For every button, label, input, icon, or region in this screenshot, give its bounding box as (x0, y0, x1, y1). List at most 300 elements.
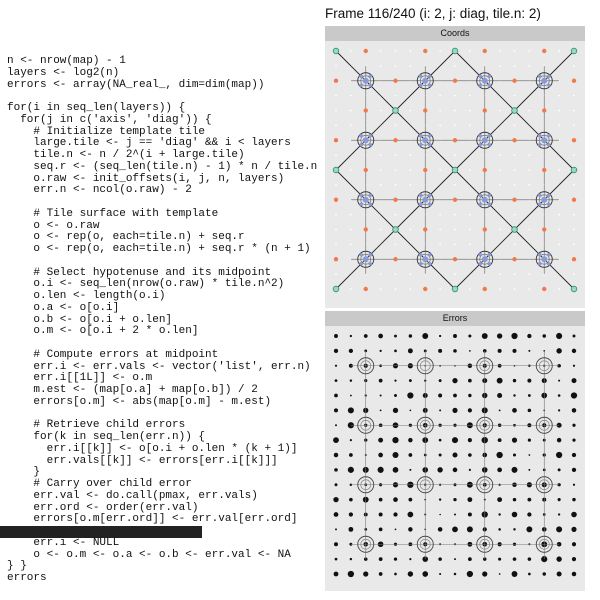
error-dot (572, 453, 576, 457)
grid-point (380, 273, 382, 275)
grid-point (350, 243, 352, 245)
grid-point (514, 288, 516, 290)
error-dot (513, 557, 517, 561)
error-dot (378, 438, 383, 443)
child-marker (359, 253, 363, 257)
error-dot (573, 365, 575, 367)
code-line: err.vals[[k]] <- errors[err.i[[k]]] (7, 454, 278, 467)
grid-point (573, 95, 575, 97)
error-dot (468, 334, 471, 337)
error-dot (573, 335, 576, 338)
tile-point (512, 198, 516, 202)
error-dot (527, 498, 531, 502)
error-dot (556, 348, 561, 353)
error-dot (408, 571, 413, 576)
child-marker (428, 83, 432, 87)
code-line: } (7, 466, 41, 479)
grid-point (454, 184, 456, 186)
corner-point (452, 48, 458, 54)
frame-title: Frame 116/240 (i: 2, j: diag, tile.n: 2) (325, 6, 541, 21)
error-dot (571, 392, 577, 398)
tile-point (483, 287, 487, 291)
error-dot (437, 467, 442, 472)
grid-point (409, 288, 411, 290)
code-line: o.m <- o[o.i + 2 * o.len] (7, 325, 199, 338)
child-marker (538, 83, 542, 87)
tile-point (334, 257, 338, 261)
error-dot (558, 409, 560, 411)
grid-point (528, 154, 530, 156)
grid-point (469, 169, 471, 171)
error-dot (468, 379, 472, 383)
errors-panel-header: Errors (325, 311, 585, 326)
error-dot (393, 467, 399, 473)
corner-point (512, 227, 518, 233)
error-dot (350, 439, 352, 441)
grid-point (499, 65, 501, 67)
error-dot (572, 542, 576, 546)
midpoint-marker (363, 137, 369, 143)
grid-point (454, 243, 456, 245)
grid-point (395, 95, 397, 97)
error-dot (543, 572, 546, 575)
grid-point (469, 288, 471, 290)
grid-point (335, 110, 337, 112)
child-marker (359, 134, 363, 138)
error-dot (558, 468, 561, 471)
tile-point (453, 257, 457, 261)
error-dot (439, 335, 441, 337)
error-dot (572, 424, 575, 427)
code-line (7, 197, 317, 209)
error-dot (348, 407, 354, 413)
grid-point (395, 154, 397, 156)
grid-point (335, 243, 337, 245)
code-listing (7, 56, 317, 585)
midpoint-marker (541, 137, 547, 143)
error-dot (439, 379, 442, 382)
error-dot (439, 439, 442, 442)
grid-point (573, 243, 575, 245)
error-dot (392, 452, 398, 458)
grid-point (439, 124, 441, 126)
child-marker (538, 202, 542, 206)
error-dot (468, 453, 472, 457)
error-dot (380, 394, 382, 396)
tile-point (423, 49, 427, 53)
tile-point (483, 168, 487, 172)
error-dot (558, 380, 560, 382)
error-dot (453, 394, 457, 398)
grid-point (499, 184, 501, 186)
error-dot (468, 408, 472, 412)
grid-point (454, 214, 456, 216)
code-line: err.i[[k]] <- o[o.i + o.len * (k + 1)] (7, 442, 298, 455)
child-marker (487, 134, 491, 138)
tile-point (512, 257, 516, 261)
error-dot (469, 469, 471, 471)
corner-point (333, 286, 339, 292)
grid-point (439, 288, 441, 290)
error-dot (334, 468, 338, 472)
tile-point (542, 168, 546, 172)
error-dot (349, 498, 353, 502)
error-dot (379, 379, 383, 383)
child-marker (359, 74, 363, 78)
error-dot (439, 514, 441, 516)
error-dot (349, 453, 353, 457)
error-dot (408, 527, 412, 531)
grid-point (350, 50, 352, 52)
error-dot (453, 498, 456, 501)
code-line: o <- o.raw (7, 219, 100, 232)
error-dot (512, 408, 517, 413)
error-dot (379, 498, 383, 502)
code-line: n <- nrow(map) - 1 (7, 55, 126, 67)
grid-point (454, 95, 456, 97)
tile-point (364, 287, 368, 291)
tile-point (423, 227, 427, 231)
tile-point (483, 49, 487, 53)
grid-point (469, 50, 471, 52)
code-line: errors <- array(NA_real_, dim=dim(map)) (7, 78, 265, 91)
grid-point (558, 95, 560, 97)
error-dot (482, 333, 488, 339)
grid-point (335, 273, 337, 275)
child-marker (368, 83, 372, 87)
child-marker (478, 262, 482, 266)
child-marker (538, 74, 542, 78)
code-line: errors[o.m[err.ord]] <- err.val[err.ord] (7, 513, 298, 526)
error-dot (556, 452, 562, 458)
grid-point (573, 154, 575, 156)
grid-point (380, 169, 382, 171)
tile-point (393, 257, 397, 261)
child-marker (359, 262, 363, 266)
error-dot (348, 467, 354, 473)
midpoint-marker (541, 256, 547, 262)
coords-panel (325, 26, 585, 308)
grid-point (439, 50, 441, 52)
error-dot (498, 349, 502, 353)
tile-point (572, 79, 576, 83)
error-dot (572, 557, 576, 561)
error-dot (439, 573, 441, 575)
code-line: o.b <- o[o.i + o.len] (7, 313, 173, 326)
error-dot (453, 468, 458, 473)
tile-point (423, 168, 427, 172)
grid-point (350, 110, 352, 112)
child-marker (478, 134, 482, 138)
error-dot (467, 526, 473, 532)
error-dot (556, 333, 562, 339)
grid-point (454, 229, 456, 231)
error-dot (558, 513, 560, 515)
grid-point (469, 214, 471, 216)
error-dot (392, 437, 398, 443)
error-dot (335, 558, 338, 561)
error-dot (571, 527, 576, 532)
error-dot (378, 334, 383, 339)
error-dot (348, 571, 354, 577)
error-dot (378, 453, 383, 458)
midpoint-marker (363, 78, 369, 84)
midpoint-marker (482, 197, 488, 203)
code-line: o.i <- seq_len(nrow(o.raw) * tile.n^2) (7, 278, 285, 291)
child-marker (538, 193, 542, 197)
code-line (7, 256, 317, 268)
child-marker (428, 253, 432, 257)
tile-point (483, 108, 487, 112)
error-dot (395, 529, 397, 531)
grid-point (528, 229, 530, 231)
midpoint-marker (363, 197, 369, 203)
error-dot (378, 467, 384, 473)
corner-point (452, 167, 458, 173)
child-marker (487, 262, 491, 266)
child-marker (368, 262, 372, 266)
tile-point (364, 108, 368, 112)
error-dot (469, 350, 471, 352)
error-dot (482, 571, 487, 576)
grid-point (558, 110, 560, 112)
error-dot (334, 349, 338, 353)
corner-point (333, 48, 339, 54)
grid-point (514, 154, 516, 156)
child-marker (538, 143, 542, 147)
code-line: tile.n <- n / 2^(i + large.tile) (7, 149, 245, 161)
error-dot (527, 334, 531, 338)
midpoint-marker (422, 197, 428, 203)
error-dot (438, 557, 442, 561)
grid-point (499, 273, 501, 275)
error-dot (512, 571, 518, 577)
error-dot (467, 497, 472, 502)
grid-point (454, 110, 456, 112)
tile-point (572, 138, 576, 142)
error-dot (380, 409, 382, 411)
code-line: # Compute errors at midpoint (7, 348, 219, 361)
child-marker (428, 262, 432, 266)
grid-point (335, 229, 337, 231)
grid-point (469, 229, 471, 231)
grid-point (573, 184, 575, 186)
grid-point (499, 169, 501, 171)
error-dot (513, 453, 516, 456)
code-line: layers <- log2(n) (7, 66, 120, 79)
grid-point (409, 169, 411, 171)
error-dot (513, 379, 516, 382)
code-line: o.raw <- init_offsets(i, j, n, layers) (7, 172, 285, 185)
error-dot (528, 409, 532, 413)
error-dot (468, 438, 472, 442)
error-dot (335, 483, 338, 486)
error-dot (497, 393, 502, 398)
grid-point (558, 243, 560, 245)
error-dot (409, 558, 411, 560)
grid-point (514, 184, 516, 186)
error-dot (422, 571, 428, 577)
child-marker (428, 193, 432, 197)
grid-point (439, 229, 441, 231)
error-dot (379, 557, 383, 561)
tile-point (393, 198, 397, 202)
error-dot (394, 350, 397, 353)
error-dot (557, 572, 562, 577)
grid-point (350, 124, 352, 126)
child-marker (478, 143, 482, 147)
grid-point (409, 110, 411, 112)
grid-point (335, 65, 337, 67)
error-dot (498, 528, 501, 531)
error-dot (526, 526, 532, 532)
child-marker (547, 193, 551, 197)
grid-point (469, 243, 471, 245)
error-dot (528, 557, 532, 561)
midpoint-marker (482, 256, 488, 262)
error-dot (498, 438, 502, 442)
grid-point (439, 169, 441, 171)
grid-point (573, 229, 575, 231)
grid-point (499, 229, 501, 231)
grid-point (439, 243, 441, 245)
error-dot (335, 424, 337, 426)
tile-point (483, 227, 487, 231)
tile-point (364, 168, 368, 172)
error-dot (438, 349, 442, 353)
midpoint-marker (422, 78, 428, 84)
error-dot (513, 528, 515, 530)
error-dot (513, 394, 515, 396)
child-marker (478, 202, 482, 206)
tile-point (393, 138, 397, 142)
code-line (7, 338, 317, 350)
error-dot (334, 572, 339, 577)
tile-point (334, 79, 338, 83)
child-marker (359, 143, 363, 147)
grid-point (499, 110, 501, 112)
child-marker (428, 143, 432, 147)
child-marker (547, 262, 551, 266)
grid-point (395, 169, 397, 171)
grid-point (380, 154, 382, 156)
grid-point (380, 65, 382, 67)
code-line: err.i <- NULL (7, 536, 120, 549)
code-line: o <- rep(o, each=tile.n) + seq.r (7, 231, 245, 244)
error-dot (409, 379, 412, 382)
grid-point (499, 50, 501, 52)
error-dot (379, 350, 381, 352)
error-dot (512, 438, 517, 443)
grid-point (409, 154, 411, 156)
error-dot (333, 497, 338, 502)
error-dot (439, 453, 442, 456)
grid-point (514, 214, 516, 216)
grid-point (395, 184, 397, 186)
error-dot (498, 513, 500, 515)
code-line: for(j in c('axis', 'diag')) { (7, 113, 212, 126)
grid-point (395, 50, 397, 52)
grid-point (454, 65, 456, 67)
error-dot (528, 573, 531, 576)
child-marker (419, 262, 423, 266)
child-marker (487, 193, 491, 197)
tile-point (572, 198, 576, 202)
grid-point (558, 288, 560, 290)
child-marker (368, 74, 372, 78)
error-dot (497, 378, 503, 384)
grid-point (469, 95, 471, 97)
error-dot (556, 526, 562, 532)
grid-point (514, 273, 516, 275)
errors-panel (325, 311, 585, 591)
error-dot (409, 334, 412, 337)
error-dot (349, 512, 353, 516)
child-marker (428, 202, 432, 206)
child-marker (478, 74, 482, 78)
grid-point (350, 169, 352, 171)
error-dot (439, 498, 441, 500)
error-dot (409, 453, 413, 457)
child-marker (478, 253, 482, 257)
tile-point (393, 79, 397, 83)
grid-point (409, 50, 411, 52)
code-line: err.ord <- order(err.val) (7, 501, 199, 514)
corner-point (571, 48, 577, 54)
child-marker (547, 134, 551, 138)
corner-point (393, 227, 399, 233)
child-marker (487, 202, 491, 206)
grid-point (380, 184, 382, 186)
error-dot (558, 498, 561, 501)
grid-point (439, 95, 441, 97)
error-dot (452, 526, 458, 532)
grid-point (380, 288, 382, 290)
tile-point (334, 138, 338, 142)
tile-point (453, 138, 457, 142)
child-marker (368, 253, 372, 257)
corner-point (571, 286, 577, 292)
error-dot (511, 333, 517, 339)
error-dot (543, 334, 546, 337)
child-marker (478, 83, 482, 87)
grid-point (514, 169, 516, 171)
grid-point (469, 110, 471, 112)
grid-point (528, 169, 530, 171)
grid-point (558, 214, 560, 216)
code-line: # Initialize template tile (7, 125, 206, 138)
code-line: for(k in seq_len(err.n)) { (7, 431, 206, 443)
grid-point (335, 154, 337, 156)
grid-point (573, 110, 575, 112)
tile-point (542, 227, 546, 231)
code-line-current (0, 526, 202, 538)
child-marker (478, 193, 482, 197)
error-dot (364, 334, 368, 338)
tile-point (542, 287, 546, 291)
coords-diagram (325, 41, 585, 308)
grid-point (558, 169, 560, 171)
error-dot (439, 409, 441, 411)
error-dot (334, 334, 338, 338)
error-dot (573, 484, 575, 486)
error-dot (499, 409, 501, 411)
tile-point (423, 108, 427, 112)
error-dot (528, 350, 530, 352)
tile-point (512, 79, 516, 83)
error-dot (558, 394, 561, 397)
error-dot (512, 467, 518, 473)
